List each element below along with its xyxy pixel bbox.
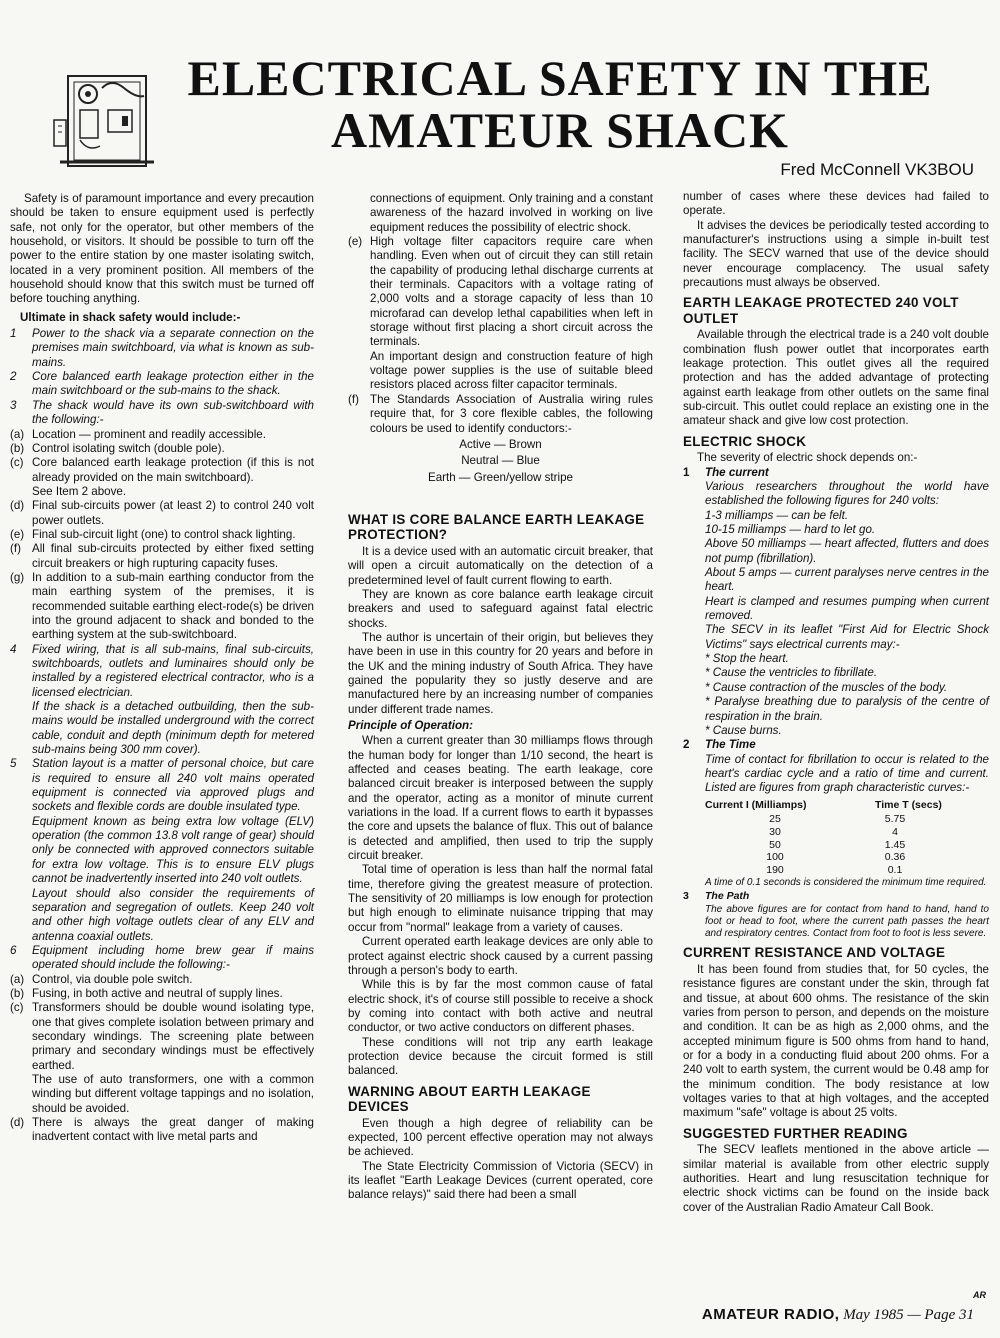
table-note: A time of 0.1 seconds is considered the minimum time required. [705,876,987,888]
table-cell: 100 [766,851,784,864]
list-heading: Ultimate in shack safety would include:- [20,310,241,324]
subheading: Principle of Operation: [348,719,473,732]
factor-text: Above 50 milliamps — heart affected, flutters and does not pump (fibrillation). [705,537,989,565]
list-item: 4 Fixed wiring, that is all sub-mains, final sub-circuits, switchboards, outlets and luminaires should only be installed by a registered electrical contractor, who is a licensed electrician. [10,642,314,699]
title-line-2: AMATEUR SHACK [331,102,789,158]
factor-text: Heart is clamped and resumes pumping when current removed. [705,594,989,623]
table-cell: 1.45 [884,838,906,851]
table-cell: 0.36 [884,851,906,864]
paragraph: Total time of operation is less than half the normal fatal time, therefore giving the greatest measure of protection. The sensitivity of 20 milliamps is low enough for protection but high enough to eliminate nuisance tripping that may occur from "normal" leakage from a variety of causes. [348,863,653,934]
table-cell: 5.75 [884,812,906,825]
list-item: 5 Station layout is a matter of personal choice, but care is required to ensure all 240 volt mains operated equipment is connected via approved plugs and sockets and flexible cords are double insulated type. [10,757,314,814]
sub-item-continuation: The use of auto transformers, one with a common winding but different voltage tappings and no isolation, should be avoided. [32,1072,314,1115]
table-row [705,851,989,864]
column-1 [10,192,314,1145]
paragraph: Available through the electrical trade is a 240 volt double combination flush power outlet that incorporates earth leakage protection. This outlet gives all the required protection and has the added advantage of protecting against earth leakage from other outlets on the same final sub-circuit. This outlet could replace an existing one in the amateur shack and give low cost protection. [683,328,989,428]
sub-item: (d) There is always the great danger of making inadvertent contact with live metal parts and [10,1116,314,1144]
list-item: 1 Power to the shack via a separate connection on the premises main switchboard, via what is known as sub-mains. [10,327,314,369]
section-heading: SUGGESTED FURTHER READING [683,1125,908,1141]
factor-text: The above figures are for contact from hand to hand, hand to foot or head to foot, where the current path passes the heart and respiratory centres. Contact from foot to foot is less severe. [705,903,989,940]
sub-item-continuation: An important design and construction feature of high voltage power supplies is the use of suitable bleed resistors placed across filter capacitor terminals. [370,349,653,392]
paragraph: It advises the devices be periodically tested according to manufacturer's instructions using a simple in-built test facility. The SECV warned that use of the device should never encourage complacency. The usual safety precautions must always be observed. [683,218,989,290]
article-title [150,52,970,156]
sub-item-continuation: See Item 2 above. [32,484,127,498]
column-3 [683,190,989,1215]
intro-paragraph: Safety is of paramount importance and every precaution should be taken to ensure equipment used is perfectly safe, not only for the operator, but other members of the household, or visitors. It should be possible to turn off the power to the entire station by one master isolating switch, located in a very prominent position. All members of the household should know that this switch must be turned off before touching anything. [10,192,314,306]
bullet-item: * Cause burns. [705,723,782,737]
paragraph: It is a device used with an automatic circuit breaker, that will open a circuit automatically on the detection of a predetermined level of fault current flowing to earth. [348,544,653,587]
table-cell: 50 [769,838,781,851]
factor-item: 1 The current [683,465,769,479]
paragraph: The SECV leaflets mentioned in the above article — similar material is available from other electric supply authorities. Heart and lung resuscitation technique for electric shock victims can be found on the inside back cover of the Australian Radio Amateur Call Book. [683,1143,989,1214]
table-cell: 190 [766,864,784,877]
sub-item: (f) The Standards Association of Australia wiring rules require that, for 3 core flexible cables, the following colours be used to identify conductors:- [348,392,653,435]
list-item: 6 Equipment including home brew gear if mains operated should include the following:- [10,943,314,972]
table-cell: 4 [892,825,898,838]
section-heading: WARNING ABOUT EARTH LEAKAGE DEVICES [348,1083,591,1115]
paragraph: It has been found from studies that, for 50 cycles, the resistance figures are constant under the skin, through fat and tissue, at about 600 ohms. The resistance of the skin varies from person to person, and depends on the moisture and condition. It can be as high as 2,000 ohms, and the accepted minimum figure is 500 ohms from hand to hand, or for a body in a conducting fluid about 200 ohms. For a 240 volt to earth system, the current would be 0.48 amp for the minimum condition. The body resistance at low voltages varies to that at high voltages, and the accepted maximum "safe" voltage is about 25 volts. [683,962,989,1120]
paragraph: When a current greater than 30 milliamps flows through the human body for longer than 1/10 second, the heart is affected and ceases beating. The earth leakage, core balanced circuit breaker is interposed between the supply and the operator, acting as a monitor of minute current variations in the load. If a current flows to earth it bypasses the core and upsets the balance of flux. This out of balance is detected and amplified, then used to trip the supply circuit breaker. [348,734,653,863]
table-row [705,864,989,877]
table-row [705,839,989,852]
list-item-continuation: Equipment known as being extra low voltage (ELV) operation (the common 13.8 volt range of gear) should only be connected with approved connectors suitable for extra low voltage. This is to ensure ELV plugs cannot be inadvertently inserted into 240 volt outlets. [32,814,314,886]
magazine-name: AMATEUR RADIO, [701,1306,840,1323]
paragraph: They are known as core balance earth leakage circuit breakers and used to safeguard against fatal electric shocks. [348,587,653,630]
bullet-item: * Stop the heart. [705,652,789,666]
sub-item: (a) Control, via double pole switch. [10,972,193,986]
paragraph: While this is by far the most common cause of fatal electric shock, it's of course still possible to receive a shock by coming into contact with both active and neutral conductor, or two active conductors on different phases. [348,978,653,1035]
sub-item: (d) Final sub-circuits power (at least 2) to control 240 volt power outlets. [10,499,314,527]
table-header-cell: Time T (secs) [875,798,942,811]
factor-text: 1-3 milliamps — can be felt. [705,508,849,522]
sub-item: (f) All final sub-circuits protected by either fixed setting circuit breakers or high rupturing capacity fuses. [10,542,314,570]
conductor-colour: Neutral — Blue [461,454,540,468]
issue-info: May 1985 — Page 31 [839,1307,974,1323]
continued-text: connections of equipment. Only training and a constant awareness of the hazard involved in working on live equipment reduces the possibility of electric shock. [370,192,653,234]
bullet-item: * Paralyse breathing due to paralysis of the centre of respiration in the brain. [705,695,989,723]
table-header-cell: Current I (Milliamps) [705,798,807,811]
table-row [705,826,989,839]
table-header [705,798,989,812]
paragraph: The severity of electric shock depends on:- [697,451,918,465]
bullet-item: * Cause contraction of the muscles of the body. [705,680,948,694]
sub-item: (c) Transformers should be double wound isolating type, one that gives complete isolation between primary and secondary windings. The screening plate between primary and secondary windings must be effectively earthed. [10,1001,314,1072]
factor-text: The SECV in its leaflet "First Aid for Electric Shock Victims" says electrical currents may:- [705,623,989,651]
factor-text: 10-15 milliamps — hard to let go. [705,523,876,537]
column-2 [348,192,653,1203]
sub-item: (e) Final sub-circuit light (one) to control shack lighting. [10,527,296,541]
list-item: 3 The shack would have its own sub-switchboard with the following:- [10,398,314,427]
conductor-colour: Active — Brown [459,437,542,451]
factor-item: 3 The Path [683,890,750,903]
page-footer [702,1306,974,1324]
sub-item: (c) Core balanced earth leakage protection (if this is not already provided on the main switchboard). [10,456,314,484]
table-cell: 30 [769,825,781,838]
factor-text: Time of contact for fibrillation to occur is related to the heart's cardiac cycle and a ratio of time and current. Listed are figures from graph characteristic curves:- [705,752,989,795]
factor-item: 2 The Time [683,738,756,752]
table-cell: 0.1 [887,864,903,877]
sub-item: (b) Fusing, in both active and neutral of supply lines. [10,986,283,1000]
paragraph: The author is uncertain of their origin, but believes they have been in use in this country for 20 years and before in the UK and the mining industry of South Africa. They have gained the popularity they so justly deserve and are manufactured here by an increasing number of companies under different trade names. [348,630,653,716]
fibrillation-table [683,813,989,877]
table-row [705,813,989,826]
continued-text: number of cases where these devices had failed to operate. [683,190,989,218]
sub-item: (b) Control isolating switch (double pole). [10,441,225,455]
list-item-continuation: Layout should also consider the requirements of separation and segregation of outlets. Keep 240 volt and other high voltage outlets clear of any ELV and antenna coaxial outlets. [32,886,314,943]
title-line-1: ELECTRICAL SAFETY IN THE [187,50,933,106]
end-mark: AR [973,1290,986,1300]
bullet-item: * Cause the ventricles to fibrillate. [705,666,878,680]
paragraph: Current operated earth leakage devices are only able to protect against electric shock caused by a current passing through a person's body to earth. [348,935,653,977]
sub-item: (g) In addition to a sub-main earthing conductor from the main earthing system of the premises, it is recommended suitable earthing elect-rode(s) be driven into the ground adjacent to shack and bonded to the earthing system at the sub-switchboard. [10,570,314,642]
section-heading: ELECTRIC SHOCK [683,433,807,449]
sub-item: (a) Location — prominent and readily accessible. [10,427,266,441]
sub-item: (e) High voltage filter capacitors require care when handling. Even when out of circuit they can still retain the capability of producing lethal discharge currents at their terminals. Capacitors with a voltage rating of 2,000 volts and a storage capacity of less than 10 microfarad can develop lethal capabilities when left in storage without first placing a short circuit across the terminals. [348,235,653,349]
list-item-continuation: If the shack is a detached outbuilding, then the sub-mains would be installed underground with the correct cable, conduit and depth (minimum depth for metered sub-mains being 300 mm cover). [32,700,314,757]
table-cell: 25 [769,812,781,825]
section-heading: CURRENT RESISTANCE AND VOLTAGE [683,945,946,961]
switchboard-illustration-icon [50,70,160,170]
factor-text: Various researchers throughout the world have established the following figures for 240 volts: [705,480,989,508]
author-byline: Fred McConnell VK3BOU [780,160,974,179]
section-heading: EARTH LEAKAGE PROTECTED 240 VOLT OUTLET [683,295,959,326]
factor-text: About 5 amps — current paralyses nerve centres in the heart. [705,566,989,594]
paragraph: These conditions will not trip any earth leakage protection device because the circuit formed is still balanced. [348,1035,653,1078]
list-item: 2 Core balanced earth leakage protection either in the main switchboard or the sub-mains to the shack. [10,370,314,398]
paragraph: The State Electricity Commission of Victoria (SECV) in its leaflet "Earth Leakage Devices (current operated, core balance relays)" said there had been a small [348,1159,653,1202]
conductor-colour: Earth — Green/yellow stripe [428,470,573,484]
paragraph: Even though a high degree of reliability can be expected, 100 percent effective operation may not always be achieved. [348,1116,653,1159]
section-heading: WHAT IS CORE BALANCE EARTH LEAKAGE PROTECTION? [348,511,645,543]
